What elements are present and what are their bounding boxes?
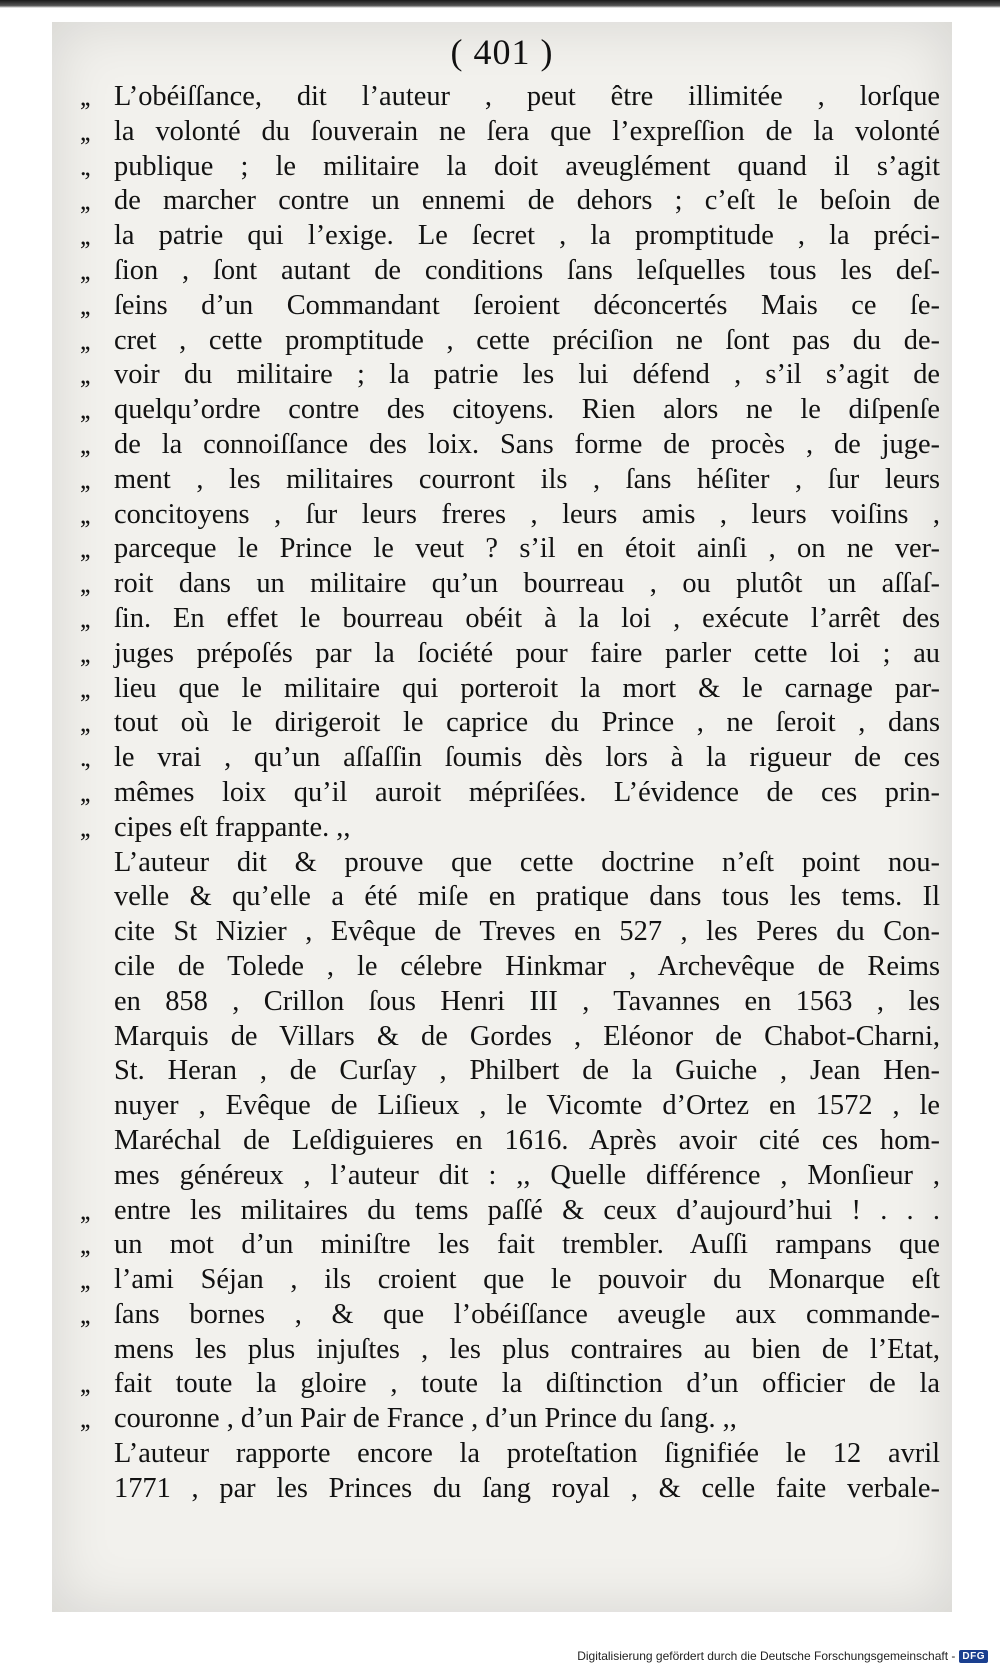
line-text: entre les militaires du tems paſſé & ceux d’aujourd’hui ! . . . [114, 1194, 940, 1226]
line-text: mes généreux , l’auteur dit : ,, Quelle différence , Monſieur , [114, 1159, 940, 1191]
line-text: cite St Nizier , Evêque de Treves en 527 , les Peres du Con- [114, 916, 940, 948]
text-line [80, 1472, 940, 1507]
text-line [80, 1402, 940, 1437]
quotation-mark: ,, [80, 116, 89, 146]
line-text: mêmes loix qu’il auroit mépriſées. L’évidence de ces prin- [114, 776, 940, 808]
line-text: de la connoiſſance des loix. Sans forme de procès , de juge- [114, 428, 940, 460]
text-line [80, 428, 940, 463]
quotation-mark: ,, [80, 325, 89, 355]
quotation-mark: ,, [80, 1299, 89, 1329]
line-text: L’obéiſſance, dit l’auteur , peut être illimitée , lorſque [114, 81, 940, 112]
line-text: tout où le dirigeroit le caprice du Prince , ne ſeroit , dans [114, 707, 940, 739]
quotation-mark: ,, [80, 221, 89, 251]
text-line [80, 358, 940, 393]
line-text: cile de Tolede , le célebre Hinkmar , Archevêque de Reims [114, 950, 940, 982]
line-text: ſeins d’un Commandant ſeroient déconcertés Mais ce ſe- [114, 289, 940, 321]
line-text: roit dans un militaire qu’un bourreau , ou plutôt un aſſaſ- [114, 568, 940, 600]
text-line [80, 706, 940, 741]
text-line [80, 915, 940, 950]
line-text: voir du militaire ; la patrie les lui défend , s’il s’agit de [114, 359, 940, 391]
text-line [80, 985, 940, 1020]
quotation-mark: ,, [80, 569, 89, 599]
text-line [80, 393, 940, 428]
text-line [80, 1054, 940, 1089]
text-line [80, 672, 940, 707]
quotation-mark: ,, [80, 395, 89, 425]
quotation-mark: ,, [80, 499, 89, 529]
quotation-mark: ,, [80, 603, 89, 633]
line-text: L’auteur dit & prouve que cette doctrine n’eſt point nou- [114, 846, 940, 878]
quotation-mark: ,, [80, 255, 89, 285]
line-text: cipes eſt frappante. ,, [114, 811, 351, 843]
quotation-mark: ,, [80, 464, 89, 494]
page-number: ( 401 ) [450, 32, 554, 72]
text-line [80, 1228, 940, 1263]
text-line [80, 324, 940, 359]
quotation-mark: ,, [80, 638, 89, 668]
line-text: 1771 , par les Princes du ſang royal , & celle faite verbale- [114, 1472, 940, 1504]
text-line [80, 1124, 940, 1159]
text-line [80, 463, 940, 498]
text-line [80, 1020, 940, 1055]
quotation-mark: ,, [80, 1195, 89, 1225]
text-line [80, 1437, 940, 1472]
quotation-mark: ,, [80, 429, 89, 459]
line-text: velle & qu’elle a été miſe en pratique dans tous les tems. Il [114, 881, 940, 913]
dfg-logo: DFG [959, 1650, 988, 1663]
quotation-mark: ,, [80, 1265, 89, 1295]
text-line [80, 1263, 940, 1298]
scan-top-edge [0, 0, 1000, 8]
text-line [80, 811, 940, 846]
line-text: fait toute la gloire , toute la diſtinction d’un officier de la [114, 1368, 940, 1400]
quotation-mark: ., [80, 151, 89, 181]
line-text: couronne , d’un Pair de France , d’un Prince du ſang. ,, [114, 1403, 737, 1435]
quotation-mark: ,, [80, 82, 89, 111]
text-line [80, 150, 940, 185]
body-text [80, 80, 940, 1507]
line-text: parceque le Prince le veut ? s’il en étoit ainſi , on ne ver- [114, 533, 940, 565]
line-text: le vrai , qu’un aſſaſſin ſoumis dès lors à la rigueur de ces [114, 742, 940, 774]
line-text: juges prépoſés par la ſociété pour faire parler cette loi ; au [114, 637, 940, 669]
text-line [80, 1159, 940, 1194]
text-line [80, 741, 940, 776]
line-text: nuyer , Evêque de Liſieux , le Vicomte d’Ortez en 1572 , le [114, 1090, 940, 1122]
quotation-mark: ,, [80, 1369, 89, 1399]
line-text: mens les plus injuſtes , les plus contraires au bien de l’Etat, [114, 1333, 940, 1365]
line-text: la patrie qui l’exige. Le ſecret , la promptitude , la préci- [114, 220, 940, 252]
line-text: lieu que le militaire qui porteroit la mort & le carnage par- [114, 672, 940, 704]
text-line [80, 1333, 940, 1368]
text-line [80, 115, 940, 150]
line-text: ſans bornes , & que l’obéiſſance aveugle aux commande- [114, 1298, 940, 1330]
book-page [52, 22, 952, 1612]
line-text: L’auteur rapporte encore la proteſtation ſignifiée le 12 avril [114, 1438, 940, 1470]
quotation-mark: ,, [80, 812, 89, 842]
text-line [80, 1089, 940, 1124]
line-text: en 858 , Crillon ſous Henri III , Tavannes en 1563 , les [114, 985, 940, 1017]
quotation-mark: ,, [80, 1404, 89, 1434]
line-text: concitoyens , ſur leurs freres , leurs amis , leurs voiſins , [114, 498, 940, 530]
text-line [80, 637, 940, 672]
quotation-mark: ,, [80, 360, 89, 390]
line-text: Maréchal de Leſdiguieres en 1616. Après avoir cité ces hom- [114, 1124, 940, 1156]
line-text: St. Heran , de Curſay , Philbert de la Guiche , Jean Hen- [114, 1055, 940, 1087]
text-line [80, 80, 940, 115]
text-line [80, 184, 940, 219]
quotation-mark: ,, [80, 186, 89, 216]
line-text: de marcher contre un ennemi de dehors ; c’eſt le beſoin de [114, 185, 940, 217]
text-line [80, 846, 940, 881]
text-line [80, 602, 940, 637]
text-line [80, 1367, 940, 1402]
line-text: Marquis de Villars & de Gordes , Eléonor de Chabot-Charni, [114, 1020, 940, 1052]
text-line [80, 254, 940, 289]
quotation-mark: ,, [80, 1230, 89, 1260]
line-text: ſion , ſont autant de conditions ſans leſquelles tous les deſ- [114, 254, 940, 286]
text-line [80, 219, 940, 254]
quotation-mark: ., [80, 743, 89, 773]
text-line [80, 880, 940, 915]
text-line [80, 498, 940, 533]
text-line [80, 567, 940, 602]
text-line [80, 950, 940, 985]
line-text: ſin. En effet le bourreau obéit à la loi , exécute l’arrêt des [114, 602, 940, 634]
line-text: publique ; le militaire la doit aveuglément quand il s’agit [114, 150, 940, 182]
text-line [80, 1194, 940, 1229]
quotation-mark: ,, [80, 708, 89, 738]
line-text: l’ami Séjan , ils croient que le pouvoir du Monarque eſt [114, 1264, 940, 1296]
quotation-mark: ,, [80, 290, 89, 320]
text-line [80, 289, 940, 324]
digitization-credit [577, 1649, 988, 1663]
line-text: ment , les militaires courront ils , ſans héſiter , ſur leurs [114, 463, 940, 495]
line-text: quelqu’ordre contre des citoyens. Rien alors ne le diſpenſe [114, 394, 940, 426]
line-text: cret , cette promptitude , cette préciſion ne ſont pas du de- [114, 324, 940, 356]
quotation-mark: ,, [80, 777, 89, 807]
text-line [80, 776, 940, 811]
footer-text: Digitalisierung gefördert durch die Deutsche Forschungsgemeinschaft - [577, 1649, 956, 1663]
quotation-mark: ,, [80, 673, 89, 703]
quotation-mark: ,, [80, 534, 89, 564]
line-text: un mot d’un miniſtre les fait trembler. Auſſi rampans que [114, 1229, 940, 1261]
text-line [80, 532, 940, 567]
text-line [80, 1298, 940, 1333]
line-text: la volonté du ſouverain ne ſera que l’expreſſion de la volonté [114, 115, 940, 147]
